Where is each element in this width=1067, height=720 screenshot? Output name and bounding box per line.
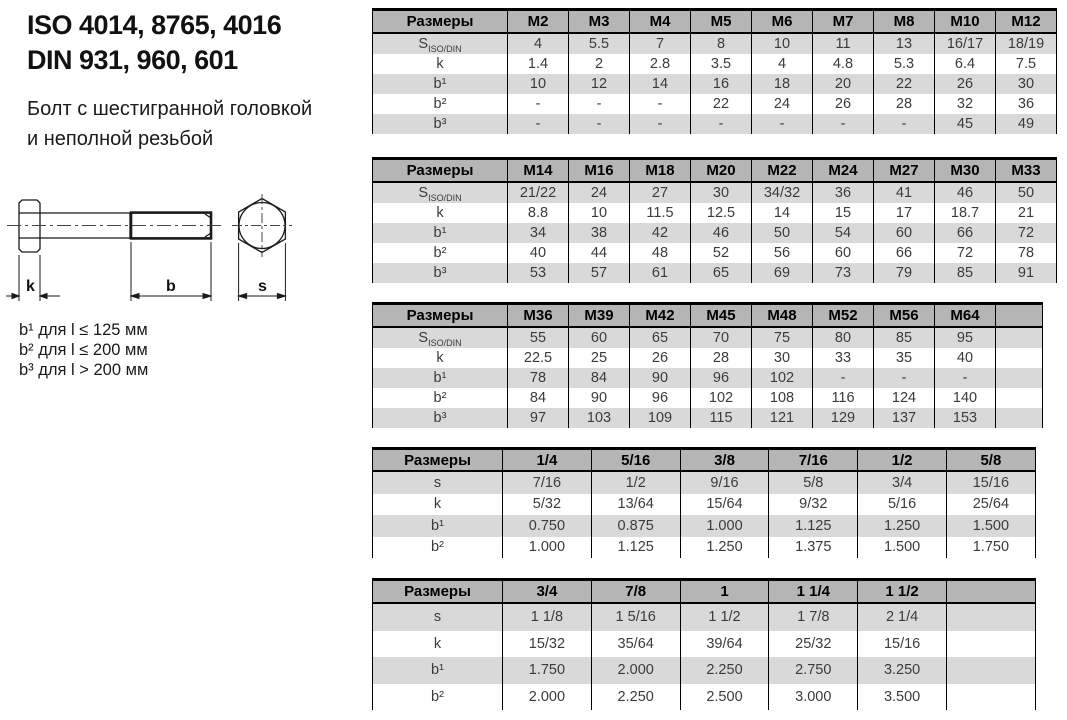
- table-cell: 0.750: [503, 515, 592, 537]
- table-cell: 21: [996, 203, 1057, 223]
- table-cell: 18: [752, 74, 813, 94]
- dimension-table-metric-m36-m64: [372, 302, 1043, 428]
- table-cell: 22: [691, 94, 752, 114]
- table-row: [373, 684, 1036, 711]
- table-cell: 3/4: [858, 471, 947, 494]
- table-cell: -: [935, 368, 996, 388]
- row-label: s: [373, 603, 503, 631]
- table-cell: 1.000: [680, 515, 769, 537]
- table-cell: 8: [691, 33, 752, 54]
- table-cell: 2.000: [503, 684, 592, 711]
- row-label: b¹: [373, 657, 503, 684]
- table-cell: 18.7: [935, 203, 996, 223]
- table-cell: 1 1/8: [503, 603, 592, 631]
- table-cell: -: [813, 114, 874, 134]
- table-row: [373, 223, 1057, 243]
- dimension-label-s: s: [258, 278, 267, 295]
- table-cell: -: [630, 94, 691, 114]
- table-cell: 60: [569, 327, 630, 348]
- table-cell: 85: [874, 327, 935, 348]
- dimension-table-inch-small: [372, 447, 1036, 558]
- row-label: k: [373, 203, 508, 223]
- table-cell: 85: [935, 263, 996, 283]
- table-cell: 1.125: [769, 515, 858, 537]
- table-row: [373, 537, 1036, 559]
- table-cell: 14: [752, 203, 813, 223]
- table-row: [373, 603, 1036, 631]
- table-cell-blank: [946, 684, 1035, 711]
- dimension-label-k: k: [26, 278, 35, 295]
- table-cell: 22.5: [508, 348, 569, 368]
- table-row: [373, 515, 1036, 537]
- row-header-sizes: Размеры: [373, 159, 508, 183]
- column-header: M4: [630, 10, 691, 34]
- table-cell: 13/64: [591, 494, 680, 516]
- table-cell: 25/64: [946, 494, 1035, 516]
- table-cell: 60: [874, 223, 935, 243]
- table-row: [373, 54, 1057, 74]
- table-cell: 52: [691, 243, 752, 263]
- table-cell: -: [874, 114, 935, 134]
- table-cell: 54: [813, 223, 874, 243]
- table-cell: 95: [935, 327, 996, 348]
- row-label: b¹: [373, 223, 508, 243]
- table-cell: 26: [813, 94, 874, 114]
- table-cell: 5/16: [858, 494, 947, 516]
- column-header: M30: [935, 159, 996, 183]
- table-cell: 4.8: [813, 54, 874, 74]
- table-cell: 1.125: [591, 537, 680, 559]
- column-header: M56: [874, 304, 935, 328]
- table-row: [373, 74, 1057, 94]
- table-row: [373, 631, 1036, 658]
- column-header: M7: [813, 10, 874, 34]
- column-header: 3/8: [680, 449, 769, 472]
- table-cell: 3.5: [691, 54, 752, 74]
- table-cell: 40: [935, 348, 996, 368]
- table-cell-blank: [996, 368, 1043, 388]
- table-cell: -: [752, 114, 813, 134]
- table-cell: 15: [813, 203, 874, 223]
- table-cell: 12.5: [691, 203, 752, 223]
- table-cell: 61: [630, 263, 691, 283]
- table-cell: 20: [813, 74, 874, 94]
- table-cell: 11: [813, 33, 874, 54]
- row-label: b²: [373, 388, 508, 408]
- table-cell: 49: [996, 114, 1057, 134]
- table-cell: 13: [874, 33, 935, 54]
- table-cell: 97: [508, 408, 569, 428]
- table-row: [373, 182, 1057, 203]
- column-header: 1 1/4: [769, 580, 858, 604]
- table-cell: 0.875: [591, 515, 680, 537]
- row-label: $S_{ISO/DIN}$: [373, 33, 508, 54]
- table-cell: 46: [935, 182, 996, 203]
- table-cell: 2.250: [591, 684, 680, 711]
- table-cell: 26: [935, 74, 996, 94]
- table-cell: 27: [630, 182, 691, 203]
- row-header-sizes: Размеры: [373, 580, 503, 604]
- column-header: M12: [996, 10, 1057, 34]
- table-cell: 15/32: [503, 631, 592, 658]
- table-cell: 2.750: [769, 657, 858, 684]
- column-header: 1/2: [858, 449, 947, 472]
- table-cell: 1.250: [858, 515, 947, 537]
- bolt-technical-drawing: [5, 185, 310, 315]
- row-label: $S_{ISO/DIN}$: [373, 327, 508, 348]
- note-b1: b¹ для l ≤ 125 мм: [19, 321, 148, 339]
- table-cell: 102: [691, 388, 752, 408]
- row-label: b²: [373, 94, 508, 114]
- row-label: b¹: [373, 74, 508, 94]
- table-cell: 34: [508, 223, 569, 243]
- table-cell: 1/2: [591, 471, 680, 494]
- table-cell: -: [691, 114, 752, 134]
- table-cell: 10: [508, 74, 569, 94]
- table-row: [373, 408, 1043, 428]
- table-cell: 5/8: [769, 471, 858, 494]
- table-cell: 60: [813, 243, 874, 263]
- table-cell: 1.750: [503, 657, 592, 684]
- table-cell: 44: [569, 243, 630, 263]
- column-header: M33: [996, 159, 1057, 183]
- table-row: [373, 348, 1043, 368]
- table-cell: 2.000: [591, 657, 680, 684]
- table-cell: 137: [874, 408, 935, 428]
- table-cell: 21/22: [508, 182, 569, 203]
- table-cell: 78: [996, 243, 1057, 263]
- table-cell: 5.5: [569, 33, 630, 54]
- table-cell: 5.3: [874, 54, 935, 74]
- table-cell: 2.250: [680, 657, 769, 684]
- table-cell: 69: [752, 263, 813, 283]
- table-cell: 1.4: [508, 54, 569, 74]
- dimension-table-inch-large: [372, 578, 1036, 710]
- column-header: M3: [569, 10, 630, 34]
- table-cell: -: [569, 114, 630, 134]
- row-label: b³: [373, 408, 508, 428]
- dimension-label-b: b: [166, 278, 176, 295]
- table-cell: 96: [630, 388, 691, 408]
- table-cell: 25/32: [769, 631, 858, 658]
- column-header-blank: [946, 580, 1035, 604]
- table-cell: 2.8: [630, 54, 691, 74]
- table-cell: 6.4: [935, 54, 996, 74]
- table-cell: -: [813, 368, 874, 388]
- table-cell: 30: [996, 74, 1057, 94]
- table-cell: 116: [813, 388, 874, 408]
- table-cell: -: [874, 368, 935, 388]
- column-header: 1/4: [503, 449, 592, 472]
- column-header: 7/16: [769, 449, 858, 472]
- table-cell: 50: [752, 223, 813, 243]
- column-header-blank: [996, 304, 1043, 328]
- table-cell: 1 7/8: [769, 603, 858, 631]
- table-cell: 72: [935, 243, 996, 263]
- table-cell: 115: [691, 408, 752, 428]
- table-cell: 9/16: [680, 471, 769, 494]
- table-cell: 10: [752, 33, 813, 54]
- title-din-line: DIN 931, 960, 601: [27, 45, 238, 75]
- column-header: M22: [752, 159, 813, 183]
- table-cell: 11.5: [630, 203, 691, 223]
- table-cell: 124: [874, 388, 935, 408]
- row-label: b²: [373, 537, 503, 559]
- table-cell-blank: [946, 603, 1035, 631]
- table-cell: 12: [569, 74, 630, 94]
- table-cell: 7.5: [996, 54, 1057, 74]
- table-cell: 38: [569, 223, 630, 243]
- table-cell: 41: [874, 182, 935, 203]
- column-header: M48: [752, 304, 813, 328]
- table-cell: 1.750: [946, 537, 1035, 559]
- column-header: 5/16: [591, 449, 680, 472]
- table-row: [373, 203, 1057, 223]
- title-iso-line: ISO 4014, 8765, 4016: [27, 10, 282, 40]
- row-label: k: [373, 348, 508, 368]
- table-cell: 33: [813, 348, 874, 368]
- column-header: 5/8: [946, 449, 1035, 472]
- table-cell: 35/64: [591, 631, 680, 658]
- table-cell: 16/17: [935, 33, 996, 54]
- row-label: $S_{ISO/DIN}$: [373, 182, 508, 203]
- row-label: s: [373, 471, 503, 494]
- table-cell: 45: [935, 114, 996, 134]
- table-cell: 57: [569, 263, 630, 283]
- table-cell-blank: [946, 631, 1035, 658]
- table-cell: 50: [996, 182, 1057, 203]
- table-cell-blank: [946, 657, 1035, 684]
- subtitle-line-2: и неполной резьбой: [27, 128, 214, 150]
- table-row: [373, 388, 1043, 408]
- column-header: M42: [630, 304, 691, 328]
- table-cell: 2: [569, 54, 630, 74]
- column-header: M2: [508, 10, 569, 34]
- table-cell: 16: [691, 74, 752, 94]
- table-cell: -: [630, 114, 691, 134]
- column-header: 1 1/2: [858, 580, 947, 604]
- table-cell: 24: [752, 94, 813, 114]
- table-cell: 7: [630, 33, 691, 54]
- row-label: k: [373, 54, 508, 74]
- table-cell-blank: [996, 348, 1043, 368]
- table-cell: 65: [691, 263, 752, 283]
- column-header: M14: [508, 159, 569, 183]
- table-cell: 8.8: [508, 203, 569, 223]
- row-header-sizes: Размеры: [373, 449, 503, 472]
- column-header: M52: [813, 304, 874, 328]
- table-cell: 28: [874, 94, 935, 114]
- row-label: b³: [373, 263, 508, 283]
- row-label: b¹: [373, 368, 508, 388]
- table-cell: 36: [996, 94, 1057, 114]
- table-cell: 65: [630, 327, 691, 348]
- column-header: 3/4: [503, 580, 592, 604]
- column-header: M16: [569, 159, 630, 183]
- subtitle-line-1: Болт с шестигранной головкой: [27, 98, 313, 120]
- table-cell: 66: [935, 223, 996, 243]
- row-header-sizes: Размеры: [373, 304, 508, 328]
- table-cell: 90: [569, 388, 630, 408]
- table-row: [373, 33, 1057, 54]
- table-cell: -: [569, 94, 630, 114]
- table-row: [373, 657, 1036, 684]
- table-cell: 46: [691, 223, 752, 243]
- table-cell: 26: [630, 348, 691, 368]
- table-cell-blank: [996, 327, 1043, 348]
- table-cell: 78: [508, 368, 569, 388]
- table-cell-blank: [996, 408, 1043, 428]
- row-header-sizes: Размеры: [373, 10, 508, 34]
- note-b2: b² для l ≤ 200 мм: [19, 341, 148, 359]
- table-cell: 40: [508, 243, 569, 263]
- row-label: b¹: [373, 515, 503, 537]
- document-title: [27, 8, 281, 78]
- table-cell: 1.500: [858, 537, 947, 559]
- table-cell: 22: [874, 74, 935, 94]
- column-header: 7/8: [591, 580, 680, 604]
- table-cell: 5/32: [503, 494, 592, 516]
- column-header: M39: [569, 304, 630, 328]
- table-cell: 129: [813, 408, 874, 428]
- table-cell: 30: [691, 182, 752, 203]
- table-cell: 42: [630, 223, 691, 243]
- table-cell: 109: [630, 408, 691, 428]
- table-cell: 140: [935, 388, 996, 408]
- table-cell: 53: [508, 263, 569, 283]
- table-cell: 80: [813, 327, 874, 348]
- table-row: [373, 94, 1057, 114]
- table-cell: 14: [630, 74, 691, 94]
- table-cell: 1 5/16: [591, 603, 680, 631]
- table-cell: 15/64: [680, 494, 769, 516]
- table-cell: 2 1/4: [858, 603, 947, 631]
- column-header: M27: [874, 159, 935, 183]
- column-header: M10: [935, 10, 996, 34]
- table-cell: 24: [569, 182, 630, 203]
- table-cell: 121: [752, 408, 813, 428]
- table-cell: 103: [569, 408, 630, 428]
- table-cell: 79: [874, 263, 935, 283]
- table-cell: 9/32: [769, 494, 858, 516]
- note-b3: b³ для l > 200 мм: [19, 361, 149, 379]
- table-cell: 48: [630, 243, 691, 263]
- table-cell: 4: [752, 54, 813, 74]
- table-cell: 1.500: [946, 515, 1035, 537]
- column-header: M6: [752, 10, 813, 34]
- table-cell: 66: [874, 243, 935, 263]
- document-subtitle: [27, 94, 312, 154]
- column-header: M5: [691, 10, 752, 34]
- table-cell: 34/32: [752, 182, 813, 203]
- table-cell: 75: [752, 327, 813, 348]
- table-cell: 70: [691, 327, 752, 348]
- table-cell: 56: [752, 243, 813, 263]
- table-cell: -: [508, 94, 569, 114]
- table-cell: -: [508, 114, 569, 134]
- table-row: [373, 114, 1057, 134]
- column-header: M24: [813, 159, 874, 183]
- table-cell: 3.500: [858, 684, 947, 711]
- table-cell: 73: [813, 263, 874, 283]
- table-row: [373, 263, 1057, 283]
- table-cell: 3.250: [858, 657, 947, 684]
- table-cell: 1.000: [503, 537, 592, 559]
- table-cell: 1 1/2: [680, 603, 769, 631]
- column-header: 1: [680, 580, 769, 604]
- dimension-table-metric-m2-m12: [372, 8, 1057, 134]
- table-cell: 15/16: [946, 471, 1035, 494]
- table-cell: 2.500: [680, 684, 769, 711]
- table-cell: 7/16: [503, 471, 592, 494]
- table-cell: 3.000: [769, 684, 858, 711]
- column-header: M45: [691, 304, 752, 328]
- table-cell: 153: [935, 408, 996, 428]
- column-header: M64: [935, 304, 996, 328]
- table-cell: 25: [569, 348, 630, 368]
- table-cell: 28: [691, 348, 752, 368]
- table-cell: 84: [508, 388, 569, 408]
- table-row: [373, 368, 1043, 388]
- thread-length-notes: [19, 320, 148, 380]
- table-cell: 84: [569, 368, 630, 388]
- table-cell: 35: [874, 348, 935, 368]
- table-row: [373, 494, 1036, 516]
- table-cell: 36: [813, 182, 874, 203]
- table-row: [373, 327, 1043, 348]
- table-cell: 55: [508, 327, 569, 348]
- table-cell: 108: [752, 388, 813, 408]
- table-cell: 1.375: [769, 537, 858, 559]
- table-cell: 30: [752, 348, 813, 368]
- column-header: M18: [630, 159, 691, 183]
- row-label: k: [373, 494, 503, 516]
- column-header: M8: [874, 10, 935, 34]
- table-cell: 102: [752, 368, 813, 388]
- table-cell: 91: [996, 263, 1057, 283]
- table-cell: 90: [630, 368, 691, 388]
- table-row: [373, 243, 1057, 263]
- row-label: k: [373, 631, 503, 658]
- table-row: [373, 471, 1036, 494]
- column-header: M20: [691, 159, 752, 183]
- table-cell: 18/19: [996, 33, 1057, 54]
- column-header: M36: [508, 304, 569, 328]
- table-cell-blank: [996, 388, 1043, 408]
- row-label: b²: [373, 684, 503, 711]
- table-cell: 17: [874, 203, 935, 223]
- table-cell: 1.250: [680, 537, 769, 559]
- table-cell: 39/64: [680, 631, 769, 658]
- table-cell: 10: [569, 203, 630, 223]
- table-cell: 4: [508, 33, 569, 54]
- table-cell: 72: [996, 223, 1057, 243]
- row-label: b³: [373, 114, 508, 134]
- table-cell: 32: [935, 94, 996, 114]
- table-cell: 15/16: [858, 631, 947, 658]
- table-cell: 96: [691, 368, 752, 388]
- dimension-table-metric-m14-m33: [372, 157, 1057, 283]
- row-label: b²: [373, 243, 508, 263]
